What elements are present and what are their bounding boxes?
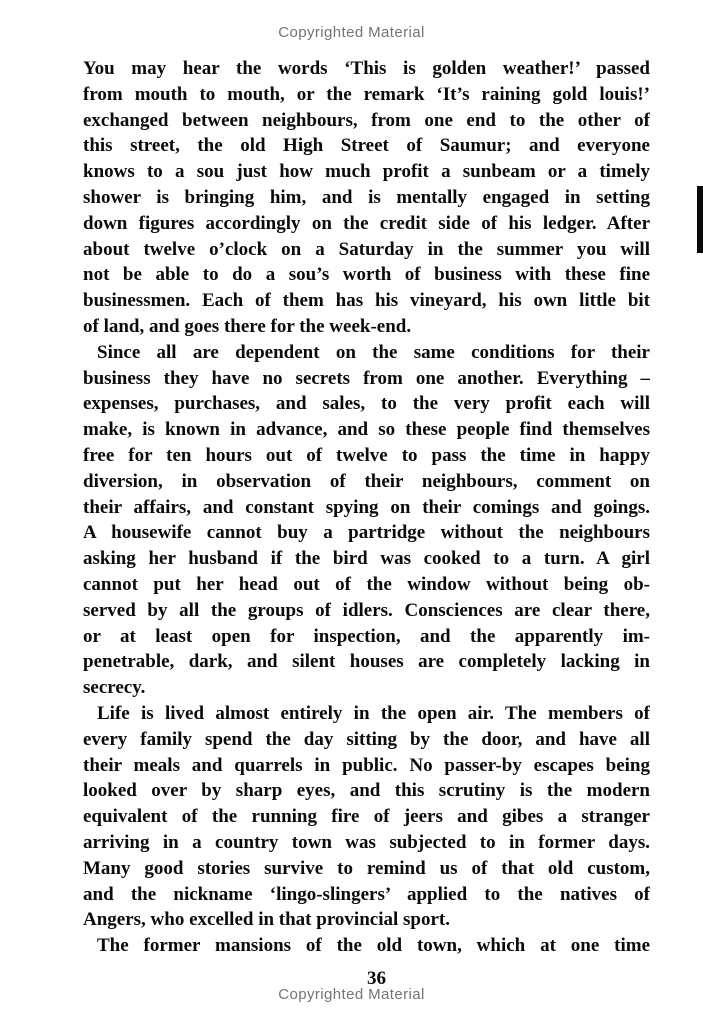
text-line: Many good stories survive to remind us of that old custom, xyxy=(83,857,650,879)
text-line: secrecy. xyxy=(83,677,146,699)
text-line: Life is lived almost entirely in the open air. The members of xyxy=(97,702,650,724)
text-line: Angers, who excelled in that provincial sport. xyxy=(83,909,450,931)
text-line: A housewife cannot buy a partridge without the neighbours xyxy=(83,522,650,544)
text-line: businessmen. Each of them has his vineyard, his own little bit xyxy=(83,290,650,312)
text-line: their meals and quarrels in public. No passer-by escapes being xyxy=(83,754,650,776)
text-line: arriving in a country town was subjected to in former days. xyxy=(83,831,650,853)
copyright-watermark-bottom: Copyrighted Material xyxy=(278,986,425,1003)
text-line: shower is bringing him, and is mentally engaged in setting xyxy=(83,186,650,208)
text-line: from mouth to mouth, or the remark ‘It’s raining gold louis!’ xyxy=(83,83,650,105)
text-line: equivalent of the running fire of jeers and gibes a stranger xyxy=(83,806,650,828)
text-line: cannot put her head out of the window without being ob- xyxy=(83,573,650,595)
text-line: about twelve o’clock on a Saturday in the summer you will xyxy=(83,238,650,260)
text-line: every family spend the day sitting by the door, and have all xyxy=(83,728,650,750)
text-line: The former mansions of the old town, which at one time xyxy=(97,935,650,957)
text-line: exchanged between neighbours, from one end to the other of xyxy=(83,109,650,131)
text-line: down figures accordingly on the credit side of his ledger. After xyxy=(83,212,650,234)
text-line: not be able to do a sou’s worth of business with these fine xyxy=(83,264,650,286)
text-line: expenses, purchases, and sales, to the very profit each will xyxy=(83,393,650,415)
text-line: their affairs, and constant spying on their comings and goings. xyxy=(83,496,650,518)
text-line: asking her husband if the bird was cooked to a turn. A girl xyxy=(83,548,650,570)
text-line: knows to a sou just how much profit a sunbeam or a timely xyxy=(83,161,650,183)
text-line: diversion, in observation of their neighbours, comment on xyxy=(83,470,650,492)
body-text xyxy=(83,56,650,959)
text-line: or at least open for inspection, and the apparently im- xyxy=(83,625,650,647)
text-line: of land, and goes there for the week-end. xyxy=(83,315,412,337)
text-line: business they have no secrets from one another. Everything – xyxy=(83,367,650,389)
text-line: and the nickname ‘lingo-slingers’ applied to the natives of xyxy=(83,883,650,905)
text-line: penetrable, dark, and silent houses are completely lacking in xyxy=(83,651,650,673)
page-number: 36 xyxy=(367,968,386,989)
text-line: make, is known in advance, and so these people find themselves xyxy=(83,419,650,441)
text-line: looked over by sharp eyes, and this scrutiny is the modern xyxy=(83,780,650,802)
text-line: free for ten hours out of twelve to pass the time in happy xyxy=(83,444,650,466)
text-line: Since all are dependent on the same conditions for their xyxy=(97,341,650,363)
text-line: served by all the groups of idlers. Consciences are clear there, xyxy=(83,599,650,621)
text-line: this street, the old High Street of Saumur; and everyone xyxy=(83,135,650,157)
copyright-watermark-top: Copyrighted Material xyxy=(278,24,425,41)
scan-artifact-bar xyxy=(697,186,703,253)
text-line: You may hear the words ‘This is golden weather!’ passed xyxy=(83,58,650,79)
